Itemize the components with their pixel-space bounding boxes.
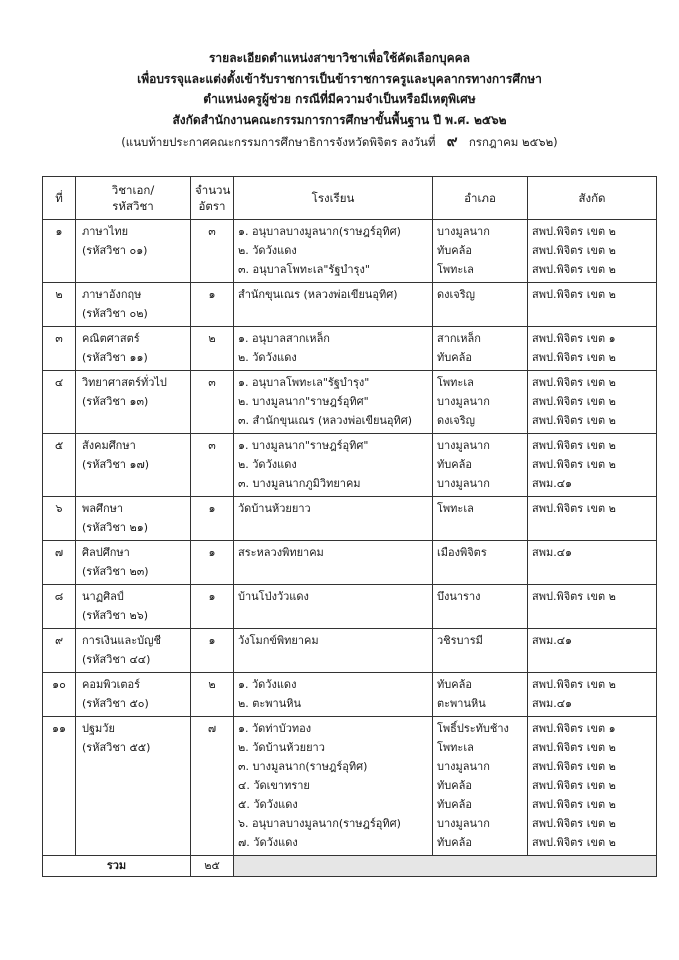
affiliation-name: สพป.พิจิตร เขต ๒ xyxy=(532,414,616,427)
school-name: ๓. สำนักขุนเณร (หลวงพ่อเขียนอุทิศ) xyxy=(238,414,413,427)
school-cell xyxy=(234,327,433,371)
affiliation-cell xyxy=(528,541,657,585)
row-number: ๑๑ xyxy=(43,717,76,856)
total-label: รวม xyxy=(43,856,191,877)
table-row xyxy=(43,629,657,673)
school-name: ๓. บางมูลนาก(ราษฎร์อุทิศ) xyxy=(238,760,368,773)
total-value: ๒๕ xyxy=(191,856,234,877)
affiliation-cell xyxy=(528,371,657,434)
district-name: บางมูลนาก xyxy=(437,760,490,773)
subject-name: ปฐมวัย xyxy=(82,722,115,735)
district-cell xyxy=(433,541,528,585)
col-header-school: โรงเรียน xyxy=(234,177,433,220)
position-count: ๒ xyxy=(191,673,234,717)
school-name: ๑. อนุบาลโพทะเล"รัฐบำรุง" xyxy=(238,376,370,389)
district-name: ทับคล้อ xyxy=(437,244,472,257)
district-name: โพธิ์ประทับช้าง xyxy=(437,722,509,735)
subject-cell xyxy=(76,283,191,327)
affiliation-name: สพป.พิจิตร เขต ๒ xyxy=(532,244,616,257)
school-cell xyxy=(234,220,433,283)
position-count: ๑ xyxy=(191,497,234,541)
affiliation-name: สพม.๔๑ xyxy=(532,546,573,559)
title-line-4: สังกัดสำนักงานคณะกรรมการการศึกษาขั้นพื้นฐาน ปี พ.ศ. ๒๕๖๒ xyxy=(172,112,507,127)
row-number: ๓ xyxy=(43,327,76,371)
affiliation-name: สพป.พิจิตร เขต ๒ xyxy=(532,395,616,408)
subject-cell xyxy=(76,327,191,371)
title-line-2: เพื่อบรรจุและแต่งตั้งเข้ารับราชการเป็นข้าราชการครูและบุคลากรทางการศึกษา xyxy=(137,71,542,86)
subject-code: (รหัสวิชา ๐๑) xyxy=(82,244,148,257)
total-row xyxy=(43,856,657,877)
district-name: บางมูลนาก xyxy=(437,439,490,452)
subject-code: (รหัสวิชา ๕๐) xyxy=(82,697,149,710)
affiliation-name: สพม.๔๑ xyxy=(532,634,573,647)
row-number: ๔ xyxy=(43,371,76,434)
district-name: บึงนาราง xyxy=(437,590,481,603)
affiliation-name: สพป.พิจิตร เขต ๒ xyxy=(532,263,616,276)
title-line-3: ตำแหน่งครูผู้ช่วย กรณีที่มีความจำเป็นหรือมีเหตุพิเศษ xyxy=(203,92,476,106)
school-name: ๒. วัดวังแดง xyxy=(238,351,297,364)
position-count: ๑ xyxy=(191,283,234,327)
school-name: ๑. วัดท่าบัวทอง xyxy=(238,722,312,735)
district-cell xyxy=(433,585,528,629)
school-name: ๗. วัดวังแดง xyxy=(238,836,298,849)
position-count: ๓ xyxy=(191,434,234,497)
affiliation-cell xyxy=(528,673,657,717)
affiliation-cell xyxy=(528,497,657,541)
affiliation-name: สพป.พิจิตร เขต ๒ xyxy=(532,439,616,452)
annex-line xyxy=(0,130,679,153)
school-cell xyxy=(234,497,433,541)
district-cell xyxy=(433,717,528,856)
district-name: โพทะเล xyxy=(437,376,474,389)
subject-cell xyxy=(76,629,191,673)
table-row xyxy=(43,220,657,283)
subject-name: วิทยาศาสตร์ทั่วไป xyxy=(82,376,167,389)
row-number: ๒ xyxy=(43,283,76,327)
district-cell xyxy=(433,283,528,327)
district-cell xyxy=(433,497,528,541)
affiliation-name: สพม.๔๑ xyxy=(532,697,573,710)
school-name: ๒. วัดวังแดง xyxy=(238,244,297,257)
subject-cell xyxy=(76,434,191,497)
table-row xyxy=(43,371,657,434)
col-header-district: อำเภอ xyxy=(433,177,528,220)
district-name: ทับคล้อ xyxy=(437,678,472,691)
subject-name: สังคมศึกษา xyxy=(82,439,136,452)
school-cell xyxy=(234,283,433,327)
table-row xyxy=(43,434,657,497)
school-name: ๑. อนุบาลบางมูลนาก(ราษฎร์อุทิศ) xyxy=(238,225,401,238)
table-row xyxy=(43,497,657,541)
subject-name: ภาษาไทย xyxy=(82,225,129,238)
affiliation-name: สพป.พิจิตร เขต ๒ xyxy=(532,376,616,389)
affiliation-name: สพป.พิจิตร เขต ๒ xyxy=(532,225,616,238)
district-cell xyxy=(433,327,528,371)
subject-cell xyxy=(76,371,191,434)
affiliation-name: สพป.พิจิตร เขต ๒ xyxy=(532,678,616,691)
school-name: ๑. วัดวังแดง xyxy=(238,678,297,691)
title-line-1: รายละเอียดตำแหน่งสาขาวิชาเพื่อใช้คัดเลือกบุคคล xyxy=(208,51,470,65)
table-row xyxy=(43,585,657,629)
affiliation-cell xyxy=(528,220,657,283)
position-count: ๑ xyxy=(191,541,234,585)
position-count: ๑ xyxy=(191,585,234,629)
annex-day-handwritten: ๙ xyxy=(446,132,458,150)
annex-prefix: (แนบท้ายประกาศคณะกรรมการศึกษาธิการจังหวัดพิจิตร ลงวันที่ xyxy=(121,135,436,149)
school-name: ๑. อนุบาลสากเหล็ก xyxy=(238,332,330,345)
school-name: วัดบ้านห้วยยาว xyxy=(238,502,311,515)
district-name: บางมูลนาก xyxy=(437,225,490,238)
subject-code: (รหัสวิชา ๑๑) xyxy=(82,351,148,364)
col-header-no: ที่ xyxy=(43,177,76,220)
position-count: ๗ xyxy=(191,717,234,856)
district-name: โพทะเล xyxy=(437,502,474,515)
subject-cell xyxy=(76,497,191,541)
affiliation-name: สพป.พิจิตร เขต ๑ xyxy=(532,332,616,345)
table-row xyxy=(43,283,657,327)
affiliation-cell xyxy=(528,585,657,629)
position-count: ๑ xyxy=(191,629,234,673)
table-row xyxy=(43,673,657,717)
district-name: โพทะเล xyxy=(437,263,474,276)
affiliation-cell xyxy=(528,629,657,673)
district-name: บางมูลนาก xyxy=(437,395,490,408)
district-cell xyxy=(433,434,528,497)
school-name: สระหลวงพิทยาคม xyxy=(238,546,324,559)
subject-code: (รหัสวิชา ๒๖) xyxy=(82,609,149,622)
subject-cell xyxy=(76,220,191,283)
school-name: ๓. อนุบาลโพทะเล"รัฐบำรุง" xyxy=(238,263,370,276)
table-row xyxy=(43,717,657,856)
position-count: ๓ xyxy=(191,220,234,283)
row-number: ๕ xyxy=(43,434,76,497)
col-header-affiliation: สังกัด xyxy=(528,177,657,220)
affiliation-name: สพม.๔๑ xyxy=(532,477,573,490)
position-count: ๒ xyxy=(191,327,234,371)
affiliation-cell xyxy=(528,717,657,856)
district-name: บางมูลนาก xyxy=(437,477,490,490)
school-name: ๒. ตะพานหิน xyxy=(238,697,302,710)
school-name: ๒. วัดวังแดง xyxy=(238,458,297,471)
affiliation-name: สพป.พิจิตร เขต ๒ xyxy=(532,817,616,830)
district-name: วชิรบารมี xyxy=(437,634,483,647)
school-name: ๑. บางมูลนาก"ราษฎร์อุทิศ" xyxy=(238,439,369,452)
school-cell xyxy=(234,585,433,629)
table-row xyxy=(43,327,657,371)
district-name: ตะพานหิน xyxy=(437,697,486,710)
subject-name: คณิตศาสตร์ xyxy=(82,332,140,345)
school-name: ๓. บางมูลนากภูมิวิทยาคม xyxy=(238,477,361,490)
subject-cell xyxy=(76,541,191,585)
school-cell xyxy=(234,629,433,673)
subject-name: ภาษาอังกฤษ xyxy=(82,288,142,301)
affiliation-name: สพป.พิจิตร เขต ๒ xyxy=(532,351,616,364)
table-row xyxy=(43,541,657,585)
col-header-count-line2: อัตรา xyxy=(198,199,226,213)
district-name: ทับคล้อ xyxy=(437,836,472,849)
district-name: สากเหล็ก xyxy=(437,332,481,345)
school-name: ๕. วัดวังแดง xyxy=(238,798,298,811)
school-cell xyxy=(234,717,433,856)
subject-name: พลศึกษา xyxy=(82,502,124,515)
subject-name: นาฏศิลป์ xyxy=(82,590,124,603)
affiliation-name: สพป.พิจิตร เขต ๒ xyxy=(532,590,616,603)
district-name: บางมูลนาก xyxy=(437,817,490,830)
subject-code: (รหัสวิชา ๒๑) xyxy=(82,521,149,534)
subject-code: (รหัสวิชา ๔๔) xyxy=(82,653,151,666)
row-number: ๖ xyxy=(43,497,76,541)
district-cell xyxy=(433,673,528,717)
subject-code: (รหัสวิชา ๕๕) xyxy=(82,741,151,754)
affiliation-name: สพป.พิจิตร เขต ๒ xyxy=(532,760,616,773)
affiliation-name: สพป.พิจิตร เขต ๒ xyxy=(532,741,616,754)
affiliation-name: สพป.พิจิตร เขต ๒ xyxy=(532,779,616,792)
affiliation-cell xyxy=(528,327,657,371)
district-name: ดงเจริญ xyxy=(437,414,476,427)
subject-code: (รหัสวิชา ๐๒) xyxy=(82,307,148,320)
subject-name: การเงินและบัญชี xyxy=(82,634,161,647)
district-cell xyxy=(433,220,528,283)
positions-table xyxy=(42,176,657,877)
affiliation-name: สพป.พิจิตร เขต ๒ xyxy=(532,458,616,471)
position-count: ๓ xyxy=(191,371,234,434)
col-header-subject xyxy=(76,177,191,220)
district-cell xyxy=(433,371,528,434)
school-name: วังโมกข์พิทยาคม xyxy=(238,634,319,647)
school-cell xyxy=(234,541,433,585)
affiliation-cell xyxy=(528,434,657,497)
affiliation-name: สพป.พิจิตร เขต ๒ xyxy=(532,798,616,811)
district-name: เมืองพิจิตร xyxy=(437,546,487,559)
table-body xyxy=(43,220,657,856)
affiliation-cell xyxy=(528,283,657,327)
row-number: ๑๐ xyxy=(43,673,76,717)
subject-code: (รหัสวิชา ๒๓) xyxy=(82,565,149,578)
school-name: บ้านโป่งวัวแดง xyxy=(238,590,309,603)
row-number: ๙ xyxy=(43,629,76,673)
col-header-subject-line1: วิชาเอก/ xyxy=(111,183,155,197)
district-cell xyxy=(433,629,528,673)
subject-name: ศิลปศึกษา xyxy=(82,546,130,559)
affiliation-name: สพป.พิจิตร เขต ๒ xyxy=(532,836,616,849)
row-number: ๗ xyxy=(43,541,76,585)
district-name: ดงเจริญ xyxy=(437,288,476,301)
district-name: ทับคล้อ xyxy=(437,798,472,811)
subject-name: คอมพิวเตอร์ xyxy=(82,678,141,691)
school-name: ๒. วัดบ้านห้วยยาว xyxy=(238,741,325,754)
row-number: ๑ xyxy=(43,220,76,283)
school-cell xyxy=(234,434,433,497)
subject-cell xyxy=(76,673,191,717)
col-header-subject-line2: รหัสวิชา xyxy=(112,199,154,213)
school-cell xyxy=(234,371,433,434)
subject-cell xyxy=(76,585,191,629)
school-cell xyxy=(234,673,433,717)
school-name: ๖. อนุบาลบางมูลนาก(ราษฎร์อุทิศ) xyxy=(238,817,401,830)
district-name: ทับคล้อ xyxy=(437,458,472,471)
district-name: ทับคล้อ xyxy=(437,351,472,364)
col-header-count-line1: จำนวน xyxy=(195,183,231,197)
school-name: สำนักขุนเณร (หลวงพ่อเขียนอุทิศ) xyxy=(238,288,398,301)
col-header-count xyxy=(191,177,234,220)
district-name: ทับคล้อ xyxy=(437,779,472,792)
row-number: ๘ xyxy=(43,585,76,629)
affiliation-name: สพป.พิจิตร เขต ๒ xyxy=(532,502,616,515)
school-name: ๒. บางมูลนาก"ราษฎร์อุทิศ" xyxy=(238,395,369,408)
document-header xyxy=(0,48,679,153)
school-name: ๔. วัดเขาทราย xyxy=(238,779,310,792)
affiliation-name: สพป.พิจิตร เขต ๑ xyxy=(532,722,616,735)
table-header-row xyxy=(43,177,657,220)
affiliation-name: สพป.พิจิตร เขต ๒ xyxy=(532,288,616,301)
subject-cell xyxy=(76,717,191,856)
district-name: โพทะเล xyxy=(437,741,474,754)
annex-suffix: กรกฎาคม ๒๕๖๒) xyxy=(468,135,558,149)
subject-code: (รหัสวิชา ๑๗) xyxy=(82,458,150,471)
subject-code: (รหัสวิชา ๑๓) xyxy=(82,395,149,408)
total-filler xyxy=(234,856,657,877)
